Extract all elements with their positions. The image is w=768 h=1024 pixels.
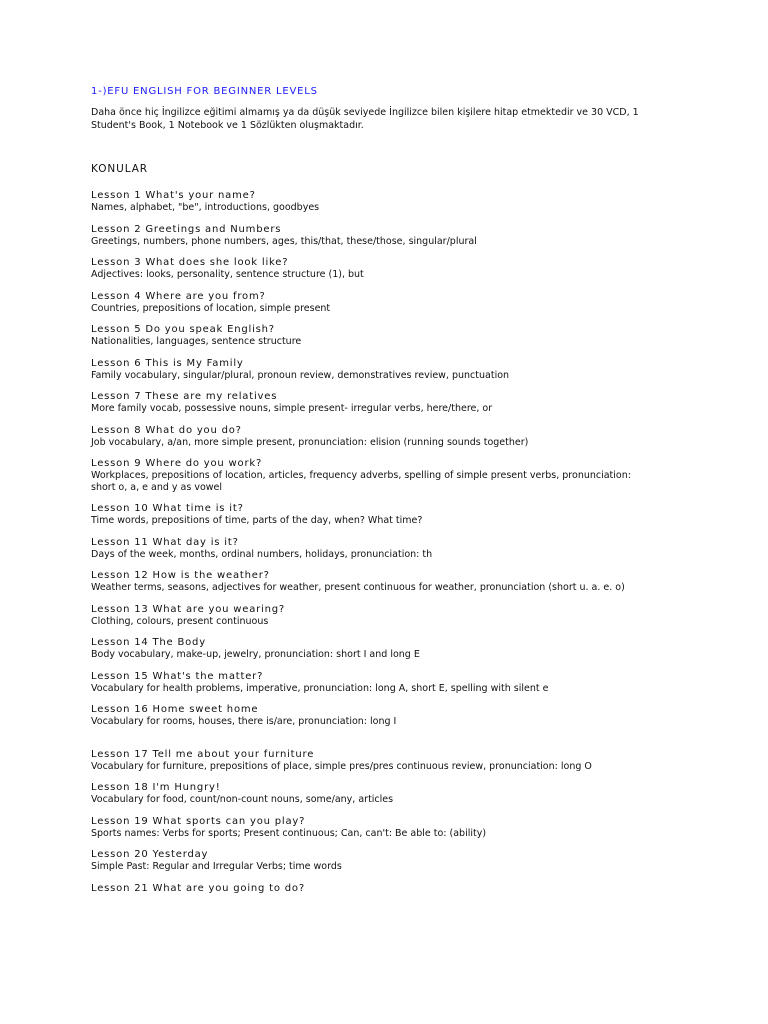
lesson-description: Nationalities, languages, sentence structure xyxy=(91,336,302,347)
lesson-title: Lesson 19 What sports can you play? xyxy=(91,815,306,827)
lesson-title: Lesson 8 What do you do? xyxy=(91,424,242,436)
lesson-description: More family vocab, possessive nouns, simple present- irregular verbs, here/there, or xyxy=(91,403,493,414)
lesson-description: Vocabulary for food, count/non-count nouns, some/any, articles xyxy=(91,794,394,805)
lesson-title: Lesson 2 Greetings and Numbers xyxy=(91,223,282,235)
lesson-item xyxy=(91,671,691,695)
lesson-item xyxy=(91,704,691,728)
lesson-item xyxy=(91,224,691,248)
lesson-item xyxy=(91,637,691,661)
lesson-item xyxy=(91,358,691,382)
lesson-description: Countries, prepositions of location, simple present xyxy=(91,302,331,314)
intro-paragraph: Daha önce hiç İngilizce eğitimi almamış ya da düşük seviyede İngilizce bilen kişilere hitap etmektedir ve 30 VCD, 1 Student's Book, 1 Notebook ve 1 Sözlükten oluşmaktadır. xyxy=(91,107,639,131)
lesson-item xyxy=(91,604,691,628)
lesson-title: Lesson 5 Do you speak English? xyxy=(91,324,275,335)
lesson-item xyxy=(91,257,691,281)
lesson-item xyxy=(91,749,691,773)
lesson-title: Lesson 3 What does she look like? xyxy=(91,257,289,268)
lesson-item xyxy=(91,324,691,348)
lesson-item xyxy=(91,537,691,561)
lesson-item xyxy=(91,816,691,840)
lesson-title: Lesson 15 What's the matter? xyxy=(91,670,264,682)
lesson-item xyxy=(91,291,691,315)
lesson-title: Lesson 10 What time is it? xyxy=(91,503,244,514)
lesson-description: Weather terms, seasons, adjectives for weather, present continuous for weather, pronunciation (short u. a. e. o) xyxy=(91,582,625,593)
lesson-title: Lesson 1 What's your name? xyxy=(91,190,256,201)
lesson-title: Lesson 21 What are you going to do? xyxy=(91,882,305,894)
lesson-description: Body vocabulary, make-up, jewelry, pronunciation: short I and long E xyxy=(91,649,420,660)
lesson-description: Adjectives: looks, personality, sentence structure (1), but xyxy=(91,269,364,280)
lesson-list xyxy=(91,190,691,905)
lesson-item xyxy=(91,503,691,527)
lesson-description: Job vocabulary, a/an, more simple present, pronunciation: elision (running sounds together) xyxy=(91,436,529,448)
lesson-title: Lesson 12 How is the weather? xyxy=(91,570,270,581)
lesson-description: Clothing, colours, present continuous xyxy=(91,615,269,627)
lesson-item xyxy=(91,391,691,415)
lesson-title: Lesson 14 The Body xyxy=(91,637,206,648)
lesson-description: Days of the week, months, ordinal numbers, holidays, pronunciation: th xyxy=(91,548,433,560)
lesson-item xyxy=(91,425,691,449)
lesson-description: Names, alphabet, "be", introductions, goodbyes xyxy=(91,202,320,213)
lesson-description: Time words, prepositions of time, parts of the day, when? What time? xyxy=(91,515,423,526)
lesson-description: Vocabulary for furniture, prepositions of place, simple pres/pres continuous review, pronunciation: long O xyxy=(91,760,592,772)
lesson-title: Lesson 17 Tell me about your furniture xyxy=(91,748,315,760)
lesson-title: Lesson 20 Yesterday xyxy=(91,849,209,860)
lesson-description: Sports names: Verbs for sports; Present continuous; Can, can't: Be able to: (ability) xyxy=(91,827,487,839)
lesson-title: Lesson 16 Home sweet home xyxy=(91,704,259,715)
lesson-title: Lesson 18 I'm Hungry! xyxy=(91,782,221,793)
lesson-description: Greetings, numbers, phone numbers, ages, this/that, these/those, singular/plural xyxy=(91,235,477,247)
lesson-item xyxy=(91,570,691,594)
lesson-item xyxy=(91,190,691,214)
lesson-title: Lesson 13 What are you wearing? xyxy=(91,603,286,615)
document-title: 1-)EFU ENGLISH FOR BEGINNER LEVELS xyxy=(91,86,318,97)
lesson-title: Lesson 4 Where are you from? xyxy=(91,290,266,302)
lesson-item xyxy=(91,782,691,806)
lesson-item xyxy=(91,458,691,493)
lesson-title: Lesson 9 Where do you work? xyxy=(91,458,263,469)
lesson-description: Simple Past: Regular and Irregular Verbs; time words xyxy=(91,861,342,872)
lesson-description: Vocabulary for health problems, imperative, pronunciation: long A, short E, spelling with silent e xyxy=(91,682,549,694)
lesson-item xyxy=(91,883,691,895)
lesson-description: Vocabulary for rooms, houses, there is/are, pronunciation: long I xyxy=(91,716,397,727)
lesson-description: Workplaces, prepositions of location, articles, frequency adverbs, spelling of simple present verbs, pronunciation: short o, a, e and y as vowel xyxy=(91,470,631,493)
lesson-item xyxy=(91,849,691,873)
lesson-title: Lesson 11 What day is it? xyxy=(91,536,239,548)
lesson-title: Lesson 6 This is My Family xyxy=(91,357,244,369)
lesson-description: Family vocabulary, singular/plural, pronoun review, demonstratives review, punctuation xyxy=(91,369,510,381)
lesson-title: Lesson 7 These are my relatives xyxy=(91,391,278,402)
section-heading: KONULAR xyxy=(91,163,148,175)
